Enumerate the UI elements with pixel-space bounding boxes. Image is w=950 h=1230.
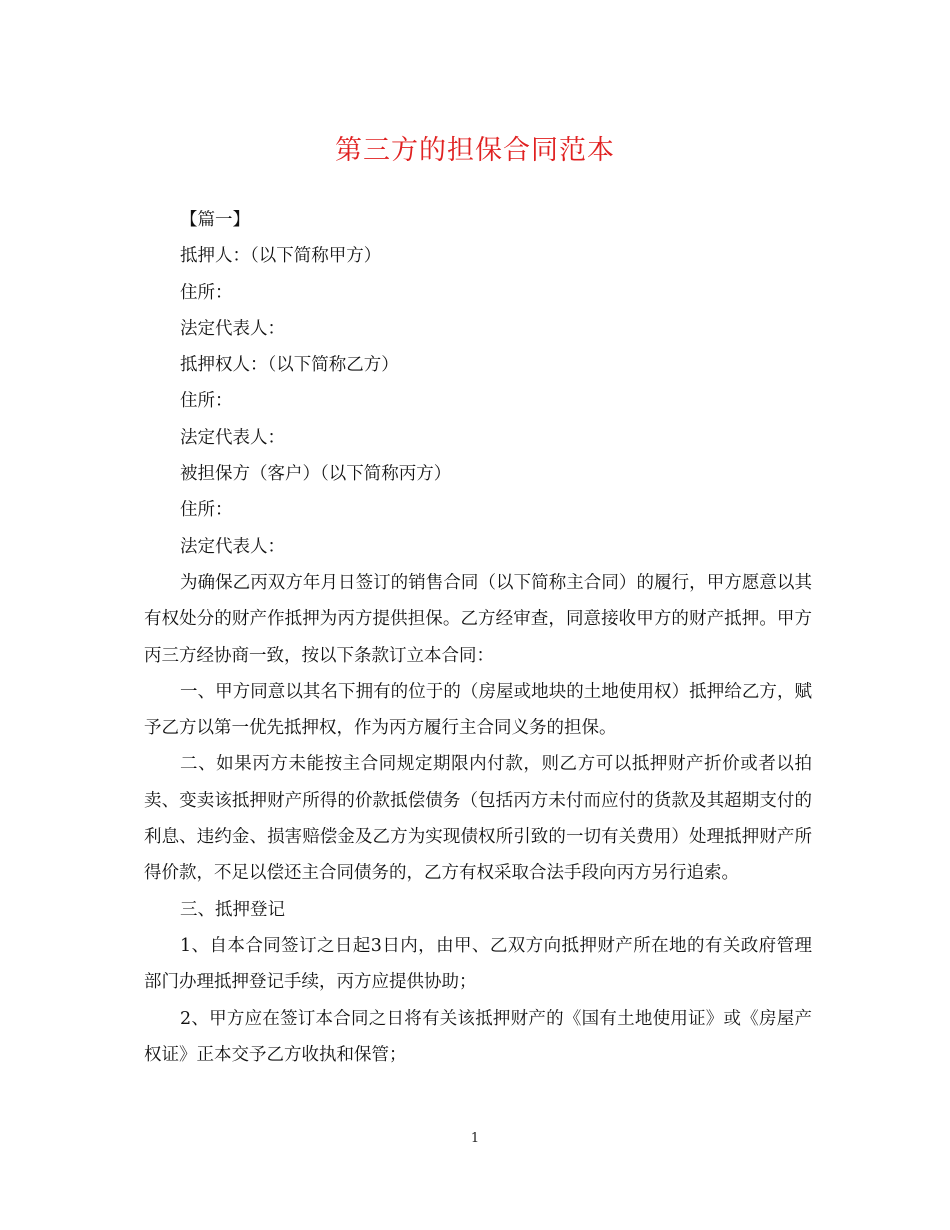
document-title: 第三方的担保合同范本 [335,135,615,166]
header-line-pledgor-address: 住所： [180,282,233,303]
header-line-pledgee-representative: 法定代表人： [180,427,285,448]
header-line-guaranteed-party: 被担保方（客户）（以下简称丙方） [180,464,452,485]
paragraph-clause-2: 二、如果丙方未能按主合同规定期限内付款，则乙方可以抵押财产折价或者以拍卖、变卖该抵押财产所得的价款抵偿债务（包括丙方未付而应付的货款及其超期支付的利息、违约金、损害赔偿金及乙方为实现债权所引致的一切有关费用）处理抵押财产所得价款，不足以偿还主合同债务的，乙方有权采取合法手段向丙方另行追索。 [144,754,812,884]
paragraph-clause-1: 一、甲方同意以其名下拥有的位于的（房屋或地块的土地使用权）抵押给乙方，赋予乙方以第一优先抵押权，作为丙方履行主合同义务的担保。 [144,681,812,739]
paragraph-clause-3-item-2: 2、甲方应在签订本合同之日将有关该抵押财产的《国有土地使用证》或《房屋产权证》正本交予乙方收执和保管； [144,1008,812,1065]
header-line-guaranteed-representative: 法定代表人： [180,536,285,557]
paragraph-clause-3-item-1: 1、自本合同签订之日起3日内，由甲、乙双方向抵押财产所在地的有关政府管理部门办理抵押登记手续，丙方应提供协助； [144,935,812,993]
section-heading: 【篇一】 [180,210,250,230]
header-line-pledgor-representative: 法定代表人： [180,318,285,339]
header-line-pledgee: 抵押权人：（以下简称乙方） [180,355,399,376]
header-line-pledgee-address: 住所： [180,391,233,412]
page-number: 1 [470,1131,480,1146]
paragraph-clause-3-heading: 三、抵押登记 [180,899,285,920]
paragraph-preamble: 为确保乙丙双方年月日签订的销售合同（以下简称主合同）的履行，甲方愿意以其有权处分的财产作抵押为丙方提供担保。乙方经审查，同意接收甲方的财产抵押。甲方丙三方经协商一致，按以下条款订立本合同： [144,572,812,666]
header-line-guaranteed-address: 住所： [180,500,233,521]
header-line-pledgor: 抵押人：（以下简称甲方） [180,246,382,267]
document-body [144,202,812,1073]
